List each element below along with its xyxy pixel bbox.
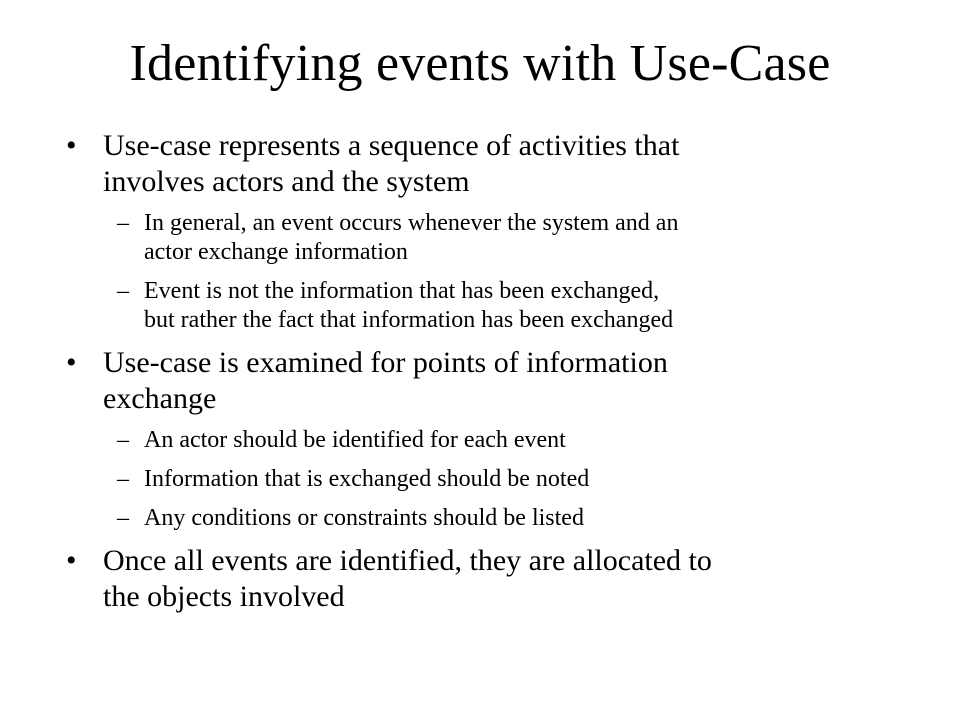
slide-title: Identifying events with Use-Case bbox=[129, 35, 831, 92]
slide-content bbox=[64, 128, 894, 622]
bullet-text-line: Use-case is examined for points of information bbox=[103, 346, 668, 379]
bullet-text-line: involves actors and the system bbox=[103, 165, 470, 198]
sub-bullet-text-line: Any conditions or constraints should be listed bbox=[144, 505, 584, 531]
sub-bullet-marker: – bbox=[117, 427, 129, 453]
sub-bullet-marker: – bbox=[117, 278, 129, 304]
sub-bullet-list bbox=[64, 209, 894, 335]
bullet-item bbox=[64, 128, 894, 200]
sub-bullet-text-line: In general, an event occurs whenever the system and an bbox=[144, 210, 679, 236]
sub-bullet-text-line: actor exchange information bbox=[144, 239, 408, 265]
sub-bullet-item bbox=[64, 426, 894, 455]
sub-bullet-item bbox=[64, 209, 894, 267]
sub-bullet-marker: – bbox=[117, 466, 129, 492]
sub-bullet-marker: – bbox=[117, 505, 129, 531]
sub-bullet-item bbox=[64, 277, 894, 335]
bullet-text-line: Once all events are identified, they are allocated to bbox=[103, 544, 712, 577]
bullet-item bbox=[64, 345, 894, 417]
sub-bullet-text-line: Information that is exchanged should be noted bbox=[144, 466, 590, 492]
bullet-text-line: Use-case represents a sequence of activities that bbox=[103, 129, 680, 162]
sub-bullet-text-line: but rather the fact that information has been exchanged bbox=[144, 307, 674, 333]
sub-bullet-marker: – bbox=[117, 210, 129, 236]
sub-bullet-item bbox=[64, 465, 894, 494]
bullet-item bbox=[64, 543, 894, 615]
bullet-marker: • bbox=[66, 346, 77, 379]
sub-bullet-list bbox=[64, 426, 894, 533]
bullet-text-line: the objects involved bbox=[103, 580, 345, 613]
bullet-marker: • bbox=[66, 129, 77, 162]
sub-bullet-item bbox=[64, 504, 894, 533]
bullet-marker: • bbox=[66, 544, 77, 577]
sub-bullet-text-line: Event is not the information that has been exchanged, bbox=[144, 278, 660, 304]
bullet-text-line: exchange bbox=[103, 382, 217, 415]
sub-bullet-text-line: An actor should be identified for each event bbox=[144, 427, 566, 453]
